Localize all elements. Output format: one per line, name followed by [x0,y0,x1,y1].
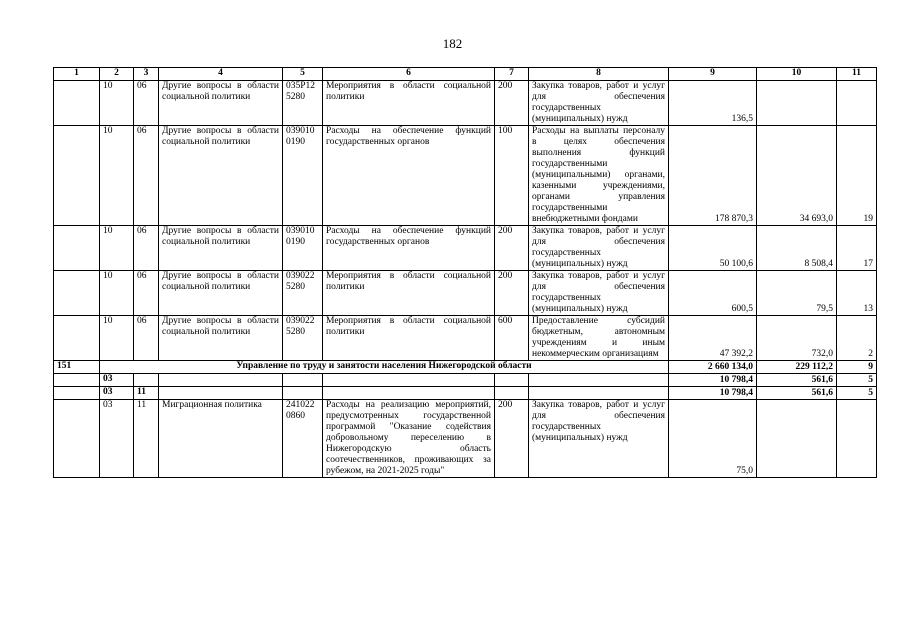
cell-percent [837,400,877,478]
header-cell: 9 [669,68,757,81]
table-row [54,316,877,361]
cell-section: 03 [100,387,134,400]
cell-subsection: 11 [134,400,159,478]
cell-article-name: Мероприятия в области социальной политики [323,316,495,361]
cell-empty [159,374,283,387]
cell-percent: 17 [837,226,877,271]
department-percent: 9 [837,361,877,374]
header-row [54,68,877,81]
cell-expense-name: Расходы на выплаты персоналу в целях обеспечения выполнения функций государственными (муниципальными) органами, казенными учреждениями, органами управления государственными внебюджетными фондами [529,126,669,226]
cell-expense-name: Предоставление субсидий бюджетным, автономным учреждениям и иным некоммерческим организациям [529,316,669,361]
cell-amount: 75,0 [669,400,757,478]
cell-target-article: 039010 0190 [283,126,323,226]
subsection-amount: 10 798,4 [669,387,757,400]
cell-subsection: 11 [134,387,159,400]
cell-amount-2: 8 508,4 [757,226,837,271]
department-amount-2: 229 112,2 [757,361,837,374]
cell-subsection-name: Миграционная политика [159,400,283,478]
cell-amount: 47 392,2 [669,316,757,361]
cell-subsection-name: Другие вопросы в области социальной политики [159,316,283,361]
cell-empty [54,126,100,226]
section-row [54,374,877,387]
cell-article-name: Расходы на обеспечение функций государственных органов [323,126,495,226]
cell-amount-2: 732,0 [757,316,837,361]
cell-target-article: 035P12 5280 [283,81,323,126]
header-cell: 1 [54,68,100,81]
cell-empty [134,374,159,387]
cell-target-article: 039022 5280 [283,316,323,361]
cell-subsection-name: Другие вопросы в области социальной политики [159,271,283,316]
cell-empty [283,374,323,387]
table-row [54,81,877,126]
department-name: Управление по труду и занятости населения Нижегородской области [100,361,669,374]
header-cell: 4 [159,68,283,81]
cell-percent: 19 [837,126,877,226]
subsection-percent: 5 [837,387,877,400]
cell-amount: 600,5 [669,271,757,316]
cell-amount-2 [757,400,837,478]
cell-empty [54,81,100,126]
cell-amount: 178 870,3 [669,126,757,226]
cell-empty [495,374,529,387]
cell-expense-name: Закупка товаров, работ и услуг для обеспечения государственных (муниципальных) нужд [529,271,669,316]
cell-section: 10 [100,316,134,361]
cell-empty [323,387,495,400]
header-cell: 2 [100,68,134,81]
table-row [54,126,877,226]
cell-percent [837,81,877,126]
cell-percent: 13 [837,271,877,316]
cell-article-name: Расходы на реализацию мероприятий, предусмотренных государственной программой "Оказание содействия добровольному переселению в Нижегородскую область соотечественников, проживающих за рубежом, на 2021-2025 годы" [323,400,495,478]
cell-expense-type: 100 [495,126,529,226]
cell-expense-name: Закупка товаров, работ и услуг для обеспечения государственных (муниципальных) нужд [529,226,669,271]
cell-section: 10 [100,226,134,271]
cell-amount-2 [757,81,837,126]
header-cell: 3 [134,68,159,81]
cell-expense-type: 200 [495,271,529,316]
cell-article-name: Расходы на обеспечение функций государственных органов [323,226,495,271]
header-cell: 6 [323,68,495,81]
table-row [54,400,877,478]
cell-article-name: Мероприятия в области социальной политики [323,271,495,316]
cell-section: 10 [100,81,134,126]
cell-amount: 136,5 [669,81,757,126]
cell-expense-name: Закупка товаров, работ и услуг для обеспечения государственных (муниципальных) нужд [529,400,669,478]
section-amount: 10 798,4 [669,374,757,387]
cell-section: 03 [100,374,134,387]
cell-empty [495,387,529,400]
cell-subsection-name: Другие вопросы в области социальной политики [159,81,283,126]
cell-amount-2: 34 693,0 [757,126,837,226]
cell-article-name: Мероприятия в области социальной политики [323,81,495,126]
header-cell: 10 [757,68,837,81]
header-cell: 8 [529,68,669,81]
cell-amount-2: 79,5 [757,271,837,316]
cell-subsection-name: Другие вопросы в области социальной политики [159,226,283,271]
budget-table [53,67,877,478]
cell-subsection: 06 [134,81,159,126]
cell-expense-type: 600 [495,316,529,361]
cell-section: 10 [100,271,134,316]
cell-expense-name: Закупка товаров, работ и услуг для обеспечения государственных (муниципальных) нужд [529,81,669,126]
cell-empty [54,400,100,478]
subsection-row [54,387,877,400]
cell-empty [283,387,323,400]
department-amount: 2 660 134,0 [669,361,757,374]
cell-expense-type: 200 [495,400,529,478]
table-row [54,271,877,316]
cell-subsection: 06 [134,226,159,271]
cell-target-article: 039010 0190 [283,226,323,271]
cell-empty [323,374,495,387]
cell-empty [54,271,100,316]
subsection-amount-2: 561,6 [757,387,837,400]
department-row [54,361,877,374]
cell-percent: 2 [837,316,877,361]
cell-empty [54,374,100,387]
cell-subsection: 06 [134,271,159,316]
cell-subsection-name: Другие вопросы в области социальной политики [159,126,283,226]
cell-target-article: 039022 5280 [283,271,323,316]
header-cell: 11 [837,68,877,81]
cell-expense-type: 200 [495,226,529,271]
table-row [54,226,877,271]
cell-empty [54,316,100,361]
cell-section: 10 [100,126,134,226]
cell-expense-type: 200 [495,81,529,126]
section-percent: 5 [837,374,877,387]
cell-target-article: 241022 0860 [283,400,323,478]
cell-section: 03 [100,400,134,478]
page-number: 182 [442,36,463,51]
cell-empty [54,387,100,400]
cell-empty [529,387,669,400]
header-cell: 7 [495,68,529,81]
cell-subsection: 06 [134,126,159,226]
header-cell: 5 [283,68,323,81]
cell-subsection: 06 [134,316,159,361]
cell-empty [159,387,283,400]
section-amount-2: 561,6 [757,374,837,387]
cell-empty [529,374,669,387]
cell-amount: 50 100,6 [669,226,757,271]
cell-empty [54,226,100,271]
department-code: 151 [54,361,100,374]
